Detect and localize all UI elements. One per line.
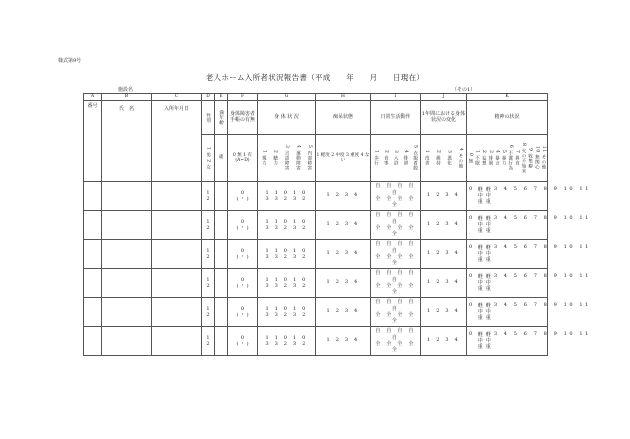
cell-mental[interactable]: 0 軽 中 重 軽 中 重 3 4 5 6 7 8 9 10 11 (467, 298, 548, 327)
subhead-physical-1: 1 視力 (261, 150, 267, 166)
cell-adl[interactable]: 自 自 自 自 自 全 全 全 全 全 (371, 211, 421, 240)
cell-sex[interactable]: 1 2 (202, 327, 215, 356)
subhead-physical-4: 4 運動障害 (295, 145, 301, 171)
subhead-physical (258, 135, 316, 182)
subhead-physical-5: 5 内部障害 (306, 145, 312, 171)
cell-change[interactable]: 1 2 3 4 (421, 240, 467, 269)
cell-sex[interactable]: 1 2 (202, 182, 215, 211)
header-name: 氏 名 (102, 101, 152, 182)
cell-dementia[interactable]: 1 2 3 4 (316, 327, 371, 356)
subhead-handbook: 0 無 1 有 (A~D) (228, 135, 258, 182)
col-letter-j: J (421, 94, 467, 101)
cell-name[interactable] (102, 269, 152, 298)
header-dementia: 痴呆状態 (316, 101, 371, 135)
report-table (83, 93, 591, 356)
cell-admission-date[interactable] (152, 298, 202, 327)
cell-sex[interactable]: 1 2 (202, 211, 215, 240)
cell-physical[interactable]: 1 1 0 1 0 3 3 2 3 2 (258, 182, 316, 211)
table-row (84, 298, 548, 327)
data-rows (84, 182, 591, 356)
cell-age[interactable] (215, 327, 228, 356)
subhead-change-1: 1 改善 (424, 150, 430, 166)
cell-handbook[interactable]: 0 ( ・ ) (228, 269, 258, 298)
subhead-mental-10: 10 無関心 (534, 146, 540, 170)
cell-handbook[interactable]: 0 ( ・ ) (228, 298, 258, 327)
cell-mental[interactable]: 0 軽 中 重 軽 中 重 3 4 5 6 7 8 9 10 11 (467, 211, 548, 240)
col-letter-i: I (371, 94, 421, 101)
subhead-change-2: 2 維持 (435, 150, 441, 166)
cell-age[interactable] (215, 240, 228, 269)
header-age: 満年齢 (215, 101, 228, 135)
cell-handbook[interactable]: 0 ( ・ ) (228, 327, 258, 356)
cell-admission-date[interactable] (152, 240, 202, 269)
cell-dementia[interactable]: 1 2 3 4 (316, 211, 371, 240)
cell-number[interactable] (84, 240, 102, 269)
cell-adl[interactable]: 自 自 自 自 自 全 全 全 全 全 (371, 182, 421, 211)
cell-dementia[interactable]: 1 2 3 4 (316, 182, 371, 211)
col-letter-a: A (84, 94, 102, 101)
subhead-sex: 1 男 2 女 (202, 135, 215, 182)
header-adl: 日常生活動作 (371, 101, 421, 135)
form-number: 様式第9号 (58, 58, 82, 64)
cell-sex[interactable]: 1 2 (202, 298, 215, 327)
header-mental-state: 精神の状況 (467, 101, 548, 135)
cell-dementia[interactable]: 1 2 3 4 (316, 298, 371, 327)
cell-physical[interactable]: 1 1 0 1 0 3 3 2 3 2 (258, 240, 316, 269)
cell-adl[interactable]: 自 自 自 自 自 全 全 全 全 全 (371, 269, 421, 298)
cell-name[interactable] (102, 211, 152, 240)
cell-name[interactable] (102, 298, 152, 327)
facility-label: 施設名 (118, 87, 134, 93)
cell-change[interactable]: 1 2 3 4 (421, 269, 467, 298)
header-yearly-change: 1年間における身体状況の変化 (421, 101, 467, 135)
cell-name[interactable] (102, 182, 152, 211)
subhead-adl-3: 3 入浴 (393, 150, 399, 166)
cell-adl[interactable]: 自 自 自 自 自 全 全 全 全 全 (371, 327, 421, 356)
subhead-mental-1: 1 不眠 (474, 150, 480, 166)
subhead-mental-3: 3 徘徊 (487, 150, 493, 166)
table-row (84, 327, 548, 356)
cell-adl[interactable]: 自 自 自 自 自 全 全 全 全 全 (371, 240, 421, 269)
cell-admission-date[interactable] (152, 182, 202, 211)
cell-physical[interactable]: 1 1 0 1 0 3 3 2 3 2 (258, 327, 316, 356)
subhead-mental-9: 9 收集癖 (527, 147, 533, 169)
cell-name[interactable] (102, 240, 152, 269)
subhead-mental-5: 5 暴力 (501, 150, 507, 166)
cell-age[interactable] (215, 269, 228, 298)
cell-number[interactable] (84, 327, 102, 356)
subhead-change (421, 135, 467, 182)
cell-name[interactable] (102, 327, 152, 356)
table-row (84, 182, 548, 211)
subhead-mental-8: 8 火の不始末 (521, 142, 527, 174)
cell-handbook[interactable]: 0 ( ・ ) (228, 182, 258, 211)
subhead-adl-1: 1 歩行 (373, 150, 379, 166)
cell-admission-date[interactable] (152, 269, 202, 298)
col-letter-g: G (258, 94, 316, 101)
page-label: （その1） (452, 87, 476, 93)
cell-age[interactable] (215, 298, 228, 327)
cell-handbook[interactable]: 0 ( ・ ) (228, 240, 258, 269)
cell-physical[interactable]: 1 1 0 1 0 3 3 2 3 2 (258, 298, 316, 327)
cell-admission-date[interactable] (152, 327, 202, 356)
cell-number[interactable] (84, 269, 102, 298)
cell-mental[interactable]: 0 軽 中 重 軽 中 重 3 4 5 6 7 8 9 10 11 (467, 269, 548, 298)
cell-mental[interactable]: 0 軽 中 重 軽 中 重 3 4 5 6 7 8 9 10 11 (467, 327, 548, 356)
table-row (84, 240, 548, 269)
cell-number[interactable] (84, 182, 102, 211)
header-disability-handbook: 身体障害者手帳の有無 (228, 101, 258, 135)
subhead-adl-4: 4 排泄 (402, 150, 408, 166)
cell-physical[interactable]: 1 1 0 1 0 3 3 2 3 2 (258, 269, 316, 298)
cell-handbook[interactable]: 0 ( ・ ) (228, 211, 258, 240)
subhead-dementia: 1 軽度 2 中度 3 重度 4 ない (316, 135, 371, 182)
cell-number[interactable] (84, 211, 102, 240)
subhead-mental-7: 7 異食 (514, 150, 520, 166)
cell-number[interactable] (84, 298, 102, 327)
subhead-mental-4: 4 暴言 (494, 150, 500, 166)
subhead-mental-0: 0 無 (467, 152, 473, 164)
cell-change[interactable]: 1 2 3 4 (421, 211, 467, 240)
cell-dementia[interactable]: 1 2 3 4 (316, 269, 371, 298)
col-letter-d: D (202, 94, 215, 101)
cell-mental[interactable]: 0 軽 中 重 軽 中 重 3 4 5 6 7 8 9 10 11 (467, 240, 548, 269)
cell-change[interactable]: 1 2 3 4 (421, 327, 467, 356)
cell-dementia[interactable]: 1 2 3 4 (316, 240, 371, 269)
subhead-adl-5: 5 衣服着脱 (412, 145, 418, 171)
col-letter-f: F (228, 94, 258, 101)
subhead-age: 歳 (215, 135, 228, 182)
header-sex: 性別 (202, 101, 215, 135)
subhead-mental-11: 11 その他 (540, 146, 546, 170)
cell-adl[interactable]: 自 自 自 自 自 全 全 全 全 全 (371, 298, 421, 327)
subhead-change-4: 4 その他 (457, 147, 463, 169)
subhead-mental-6: 6 不潔行為 (507, 145, 513, 171)
cell-sex[interactable]: 1 2 (202, 240, 215, 269)
cell-change[interactable]: 1 2 3 4 (421, 182, 467, 211)
col-letter-h: H (316, 94, 371, 101)
header-row (84, 101, 548, 135)
header-admission-date: 入所年月日 (152, 101, 202, 182)
col-letter-e: E (215, 94, 228, 101)
subhead-adl-2: 2 食事 (383, 150, 389, 166)
col-letter-k: K (467, 94, 548, 101)
cell-age[interactable] (215, 211, 228, 240)
page-title: 老人ホーム入所者状況報告書（平成 年 月 日現在） (205, 73, 425, 82)
table-row (84, 269, 548, 298)
cell-physical[interactable]: 1 1 0 1 0 3 3 2 3 2 (258, 211, 316, 240)
subhead-physical-3: 3 言語障害 (284, 145, 290, 171)
cell-change[interactable]: 1 2 3 4 (421, 298, 467, 327)
col-letter-b: B (102, 94, 152, 101)
subhead-change-3: 3 悪化 (446, 150, 452, 166)
subhead-physical-2: 2 聴力 (272, 150, 278, 166)
table-row (84, 211, 548, 240)
header-number: 番号 (84, 101, 102, 182)
subhead-mental (467, 135, 548, 182)
header-physical-condition: 身 体 状 況 (258, 101, 316, 135)
cell-mental[interactable]: 0 軽 中 重 軽 中 重 3 4 5 6 7 8 9 10 11 (467, 182, 548, 211)
cell-admission-date[interactable] (152, 211, 202, 240)
column-letter-row (84, 94, 548, 101)
subhead-adl (371, 135, 421, 182)
col-letter-c: C (152, 94, 202, 101)
cell-age[interactable] (215, 182, 228, 211)
cell-sex[interactable]: 1 2 (202, 269, 215, 298)
subhead-mental-2: 2 妄想 (481, 150, 487, 166)
